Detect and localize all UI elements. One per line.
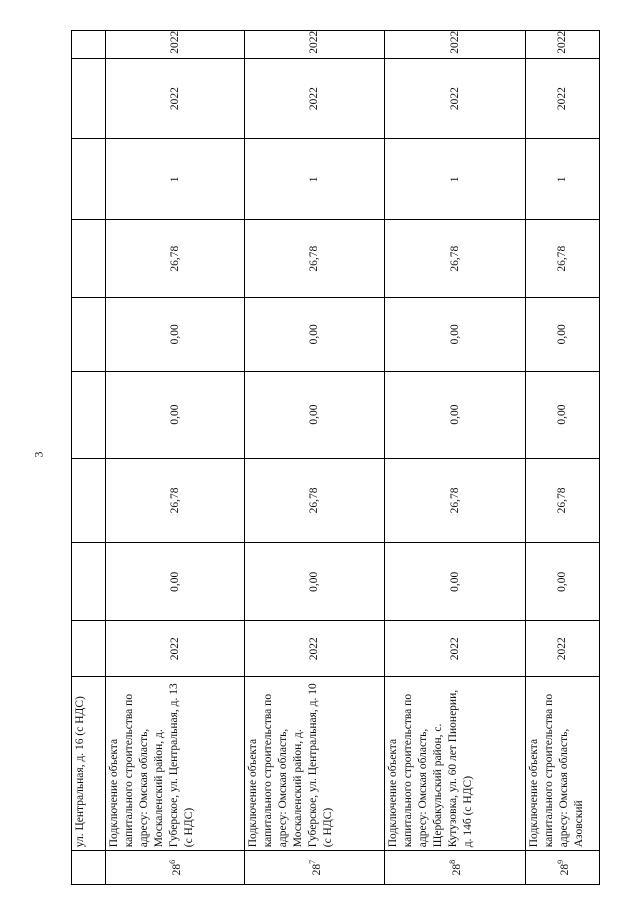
cell-value: 0,00 [106,543,245,621]
rotated-table-container [71,30,586,885]
cell-value: 0,00 [245,543,385,621]
cell-year: 2022 [385,31,526,59]
cell-num [72,851,106,885]
cell-value: 0,00 [526,371,600,458]
investment-table [71,30,600,885]
cell-year: 2022 [106,621,245,677]
cell-value: 26,78 [385,220,526,298]
cell-value: 0,00 [245,371,385,458]
cell-year: 2022 [385,58,526,139]
table-row [385,31,526,885]
cell-value: 0,00 [106,298,245,372]
cell-value: 0,00 [385,298,526,372]
cell-desc: Подключение объекта капитального строительства по адресу: Омская область, Азовский [526,677,600,851]
cell-value: 26,78 [526,220,600,298]
cell-value: 26,78 [526,458,600,543]
cell-year: 2022 [245,621,385,677]
cell-year: 2022 [526,621,600,677]
cell-year: 2022 [245,31,385,59]
cell-num: $28^8$ [385,851,526,885]
cell-year: 2022 [385,621,526,677]
cell-desc: Подключение объекта капитального строительства по адресу: Омская область, Щербакульский район, с. Кутузовка, ул. 60 лет Пионерии, д. 14б (с НДС) [385,677,526,851]
cell-value: 1 [245,139,385,220]
cell-value: 1 [526,139,600,220]
page-number: 3 [31,451,46,458]
table-row [72,31,106,885]
cell-value: 0,00 [526,543,600,621]
cell-value: 0,00 [526,298,600,372]
cell-value: 1 [106,139,245,220]
cell-value: 26,78 [106,220,245,298]
cell-desc: Подключение объекта капитального строительства по адресу: Омская область, Москаленский район, д. Губерское, ул. Центральная, д. 10 (с НДС) [245,677,385,851]
cell-value: 0,00 [385,543,526,621]
cell-value: 0,00 [245,298,385,372]
cell-year: 2022 [245,58,385,139]
cell-desc: Подключение объекта капитального строительства по адресу: Омская область, Москаленский район, д. Губерское, ул. Центральная, д. 13 (с НДС) [106,677,245,851]
cell-desc: ул. Центральная, д. 16 (с НДС) [72,677,106,851]
cell-value: 1 [385,139,526,220]
cell-year: 2022 [526,58,600,139]
cell-value: 26,78 [385,458,526,543]
cell-num: $28^6$ [106,851,245,885]
cell-value: 0,00 [385,371,526,458]
cell-num: $28^9$ [526,851,600,885]
table-row [526,31,600,885]
table-row [245,31,385,885]
cell-year: 2022 [106,31,245,59]
cell-value: 26,78 [245,220,385,298]
cell-value: 0,00 [106,371,245,458]
cell-value: 26,78 [106,458,245,543]
cell-value: 26,78 [245,458,385,543]
cell-year: 2022 [526,31,600,59]
table-row [106,31,245,885]
cell-year: 2022 [106,58,245,139]
cell-num: $28^7$ [245,851,385,885]
